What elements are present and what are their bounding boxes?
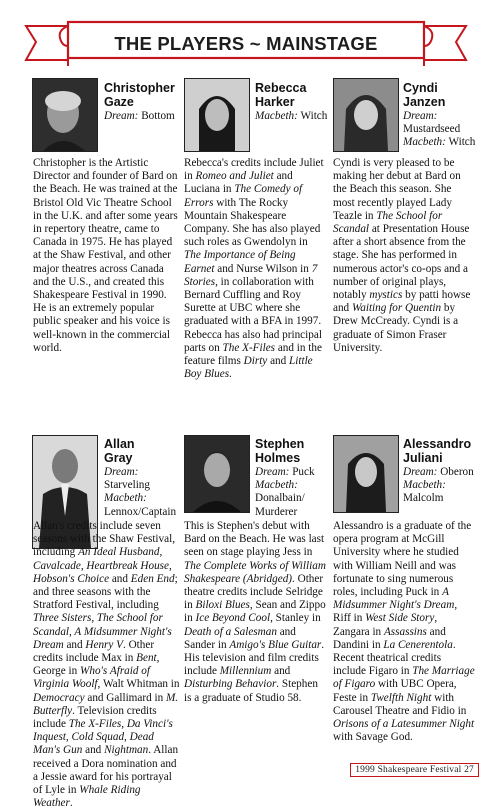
bio-italic-run: Amigo's Blue Guitar [229, 638, 322, 651]
bio-italic-run: A Midsummer Night's Dream [333, 586, 455, 612]
bio-italic-run: Who's Afraid of Virginia Woolf [33, 665, 150, 691]
bio-italic-run: The X-Files [222, 341, 276, 354]
page-title: THE PLAYERS ~ MAINSTAGE [114, 33, 378, 54]
player-roles: Dream: Bottom [104, 110, 175, 122]
bio-italic-run: Whale Riding Weather [33, 784, 141, 810]
bio-italic-run: Assassins [383, 625, 427, 638]
player-name: Rebecca Harker [255, 81, 307, 109]
bio-italic-run: Ice Beyond Cool [195, 612, 271, 625]
bio-italic-run: Eden End [130, 572, 175, 585]
headshot-photo [333, 435, 399, 513]
bio-italic-run: The X-Files, Da Vinci's Inquest, Cold Squad, Dead Man's Gun [33, 718, 173, 757]
player-bio: Rebecca's credits include Juliet in Romeo and Juliet and Luciana in The Comedy of Errors with The Rocky Mountain Shakespeare Company. She has also played such roles as Gwendolyn in The Importance of Being Earnet and Nurse Wilson in 7 Stories, in collaboration with Bernard Cuffling and Roy Surette at UBC where she graduated with a BFA in 1997. Rebecca has also had principal parts on The X-Files and in the feature films Dirty and Little Boy Blues. [184, 157, 324, 381]
player-roles: Macbeth: Witch [255, 110, 328, 122]
bio-italic-run: Millennium [219, 665, 272, 678]
player-name: Stephen Holmes [255, 437, 305, 465]
player-name: Christopher Gaze [104, 81, 175, 109]
player-name: Allan Gray [104, 437, 135, 465]
header-banner [22, 16, 470, 70]
bio-italic-run: mystics [369, 289, 403, 302]
bio-italic-run: Nightman [104, 744, 149, 757]
bio-italic-run: The Comedy of Errors [184, 183, 303, 209]
headshot-photo [184, 78, 250, 152]
bio-italic-run: Orisons of a Latesummer Night [333, 718, 475, 731]
bio-italic-run: An Ideal Husband, Cavalcade, Heartbreak House, Hobson's Choice [33, 546, 172, 585]
bio-italic-run: Romeo and Juliet [195, 170, 274, 183]
bio-italic-run: Little Boy Blues [184, 355, 313, 381]
headshot-photo [184, 435, 250, 513]
bio-italic-run: Disturbing Behavior [184, 678, 277, 691]
bio-italic-run: Twelfth Night [370, 691, 432, 704]
bio-italic-run: M. Butterfly [33, 691, 179, 717]
player-bio: Allan's credits include seven seasons with the Shaw Festival, including An Ideal Husband, Cavalcade, Heartbreak House, Hobson's Choice and Eden End; and three seasons with the Stratford Festival, including Three Sisters, The School for Scandal, A Midsummer Night's Dream and Henry V. Other credits include Max in Bent, George in Who's Afraid of Virginia Woolf, Walt Whitman in Democracy and Gallimard in M. Butterfly. Television credits include The X-Files, Da Vinci's Inquest, Cold Squad, Dead Man's Gun and Nightman. Allan received a Dora nomination and a Jessie award for his portrayal of Lyle in Whale Riding Weather. [33, 520, 180, 810]
player-bio: Alessandro is a graduate of the opera program at McGill University where he studied with William Neill and was fortunate to sing numerous roles, including Puck in A Midsummer Night's Dream, Riff in West Side Story, Zangara in Assassins and Dandini in La Cenerentola. Recent theatrical credits include Figaro in The Marriage of Figaro with UBC Opera, Feste in Twelfth Night with Carousel Theatre and Fidio in Orisons of a Latesummer Night with Savage God. [333, 520, 475, 744]
bio-italic-run: The Importance of Being Earnet [184, 249, 296, 275]
bio-italic-run: Biloxi Blues [195, 599, 250, 612]
bio-italic-run: Henry V [85, 638, 123, 651]
bio-italic-run: Waiting for Quentin [351, 302, 442, 315]
headshot-photo [333, 78, 399, 152]
player-bio: Cyndi is very pleased to be making her debut at Bard on the Beach this season. She most recently played Lady Teazle in The School for Scandal at Presentation House after a short absence from the stage. She has performed in numerous actor's co-ops and a number of original plays, notably mystics by patti howse and Waiting for Quentin by Drew McCready. Cyndi is a graduate of Simon Fraser University. [333, 157, 471, 354]
bio-italic-run: 7 Stories [184, 262, 318, 288]
player-roles: Dream: Starveling Macbeth: Lennox/Captain [104, 466, 177, 518]
bio-italic-run: Democracy [33, 691, 85, 704]
bio-italic-run: The School for Scandal [333, 209, 443, 236]
player-name: Cyndi Janzen [403, 81, 446, 109]
bio-italic-run: La Cenerentola [383, 638, 453, 651]
player-bio: This is Stephen's debut with Bard on the Beach. He was last seen on stage playing Jess in The Complete Works of William Shakespeare (Abridged). Other theatre credits include Selridge in Biloxi Blues, Sean and Zippo in Ice Beyond Cool, Stanley in Death of a Salesman and Sander in Amigo's Blue Guitar. His television and film credits include Millennium and Disturbing Behavior. Stephen is a graduate of Studio 58. [184, 520, 326, 704]
bio-italic-run: West Side Story [365, 612, 435, 625]
player-roles: Dream: Puck Macbeth: Donalbain/ Murderer [255, 466, 315, 518]
page-footer: 1999 Shakespeare Festival 27 [350, 763, 479, 777]
player-roles: Dream: Mustardseed Macbeth: Witch [403, 110, 476, 149]
bio-italic-run: Dirty [243, 355, 268, 368]
player-roles: Dream: Oberon Macbeth: Malcolm [403, 466, 474, 505]
player-name: Alessandro Juliani [403, 437, 472, 465]
bio-italic-run: Bent [136, 652, 157, 665]
bio-italic-run: Death of a Salesman [184, 625, 277, 638]
headshot-photo [32, 78, 98, 152]
bio-italic-run: Three Sisters, The School for Scandal, A Midsummer Night's Dream [33, 612, 172, 651]
bio-italic-run: The Complete Works of William Shakespeare (Abridged) [184, 559, 326, 585]
bio-italic-run: The Marriage of Figaro [333, 665, 475, 691]
player-bio: Christopher is the Artistic Director and founder of Bard on the Beach. He was trained at the Bristol Old Vic Theatre School in the U.K. and after some years in repertory theatre, came to Canada in 1975. He has played at the Shaw Festival, and other major theatres across Canada and the U.S., and created this Shakespeare Festival in 1990. He is an extremely popular public speaker and his voice is well-known in the commercial world. [33, 157, 178, 354]
